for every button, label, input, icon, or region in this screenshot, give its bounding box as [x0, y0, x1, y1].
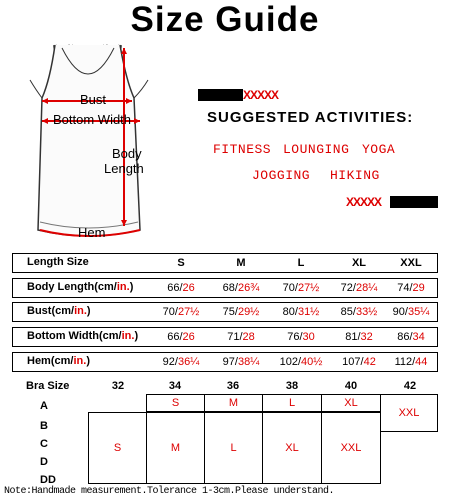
size-row-label: Bottom Width(cm/in.) — [27, 330, 139, 342]
bra-cell-xl: XL — [262, 412, 322, 484]
activity-yoga: YOGA — [362, 142, 396, 157]
size-cell: 81/32 — [345, 331, 373, 343]
size-header-xl: XL — [351, 257, 367, 269]
size-cell: 70/27½ — [282, 282, 320, 294]
measurement-note: Note:Handmade measurement.Tolerance 1-3cm.Please understand. — [4, 486, 335, 497]
size-cell: 71/28 — [227, 331, 255, 343]
body-length-label-line1: Body — [112, 146, 142, 161]
size-cell: 92/36¼ — [162, 356, 200, 368]
size-header-row — [12, 253, 438, 273]
bra-col-32: 32 — [111, 380, 125, 392]
size-cell: 112/44 — [394, 356, 428, 368]
activity-jogging: JOGGING — [252, 168, 311, 183]
bra-cell-top-xl: XL — [321, 394, 381, 412]
size-cell: 68/26¾ — [222, 282, 260, 294]
size-cell: 102/40½ — [279, 356, 323, 368]
bra-cell-s: S — [88, 412, 147, 484]
decor-bar-top — [198, 89, 243, 101]
bra-cell-m: M — [146, 412, 205, 484]
bra-cup-c: C — [40, 438, 48, 450]
size-cell: 80/31½ — [282, 306, 320, 318]
size-cell: 66/26 — [167, 331, 195, 343]
size-cell: 97/38¼ — [222, 356, 260, 368]
hem-label: Hem — [78, 225, 106, 240]
size-cell: 86/34 — [397, 331, 425, 343]
size-cell: 70/27½ — [162, 306, 200, 318]
bra-cell-xxl: XXL — [321, 412, 381, 484]
size-row-label: Hem(cm/in.) — [27, 355, 90, 367]
bra-cup-dd: DD — [40, 474, 56, 486]
decor-bar-bottom — [390, 196, 438, 208]
size-cell: 85/33½ — [340, 306, 378, 318]
bra-cell-top-l: L — [262, 394, 322, 412]
size-table-row — [12, 278, 438, 298]
bra-col-40: 40 — [344, 380, 358, 392]
bra-size-label: Bra Size — [26, 380, 70, 392]
size-header-xxl: XXL — [400, 257, 422, 269]
activity-fitness: FITNESS — [213, 142, 272, 157]
bra-cup-b: B — [40, 420, 48, 432]
size-cell: 76/30 — [287, 331, 315, 343]
size-cell: 90/35¼ — [392, 306, 430, 318]
size-table-row — [12, 302, 438, 322]
size-cell: 74/29 — [397, 282, 425, 294]
bra-cup-d: D — [40, 456, 48, 468]
decor-xs-top: XXXXX — [243, 88, 279, 102]
bottom-width-label: Bottom Width — [53, 112, 132, 127]
size-row-label: Bust(cm/in.) — [27, 305, 91, 317]
tank-top-drawing — [0, 40, 190, 240]
size-cell: 107/42 — [342, 356, 376, 368]
size-cell: 66/26 — [167, 282, 195, 294]
size-cell: 75/29½ — [222, 306, 260, 318]
size-header-s: S — [177, 257, 185, 269]
activity-lounging: LOUNGING — [283, 142, 350, 157]
bra-col-36: 36 — [226, 380, 240, 392]
bra-col-42: 42 — [403, 380, 417, 392]
bra-cell-top-m: M — [204, 394, 263, 412]
size-row-label: Body Length(cm/in.) — [27, 281, 134, 293]
size-header-m: M — [236, 257, 246, 269]
bust-label: Bust — [80, 92, 107, 107]
bra-col-38: 38 — [285, 380, 299, 392]
size-cell: 72/28¼ — [340, 282, 378, 294]
body-length-label-line2: Length — [104, 161, 144, 176]
page-title: Size Guide — [130, 0, 320, 39]
activities-title: SUGGESTED ACTIVITIES: — [207, 109, 414, 126]
decor-xs-bottom: XXXXX — [346, 195, 382, 209]
bra-cell-l: L — [204, 412, 263, 484]
bra-cup-a: A — [40, 400, 48, 412]
size-table-row — [12, 327, 438, 347]
tank-top-figure — [0, 40, 190, 240]
size-header-l: L — [297, 257, 305, 269]
size-table-row — [12, 352, 438, 372]
bra-cell-top-s: S — [146, 394, 205, 412]
size-header-label: Length Size — [27, 256, 89, 268]
bra-col-34: 34 — [168, 380, 182, 392]
activity-hiking: HIKING — [330, 168, 380, 183]
bra-cell-xxl-right: XXL — [380, 394, 438, 432]
